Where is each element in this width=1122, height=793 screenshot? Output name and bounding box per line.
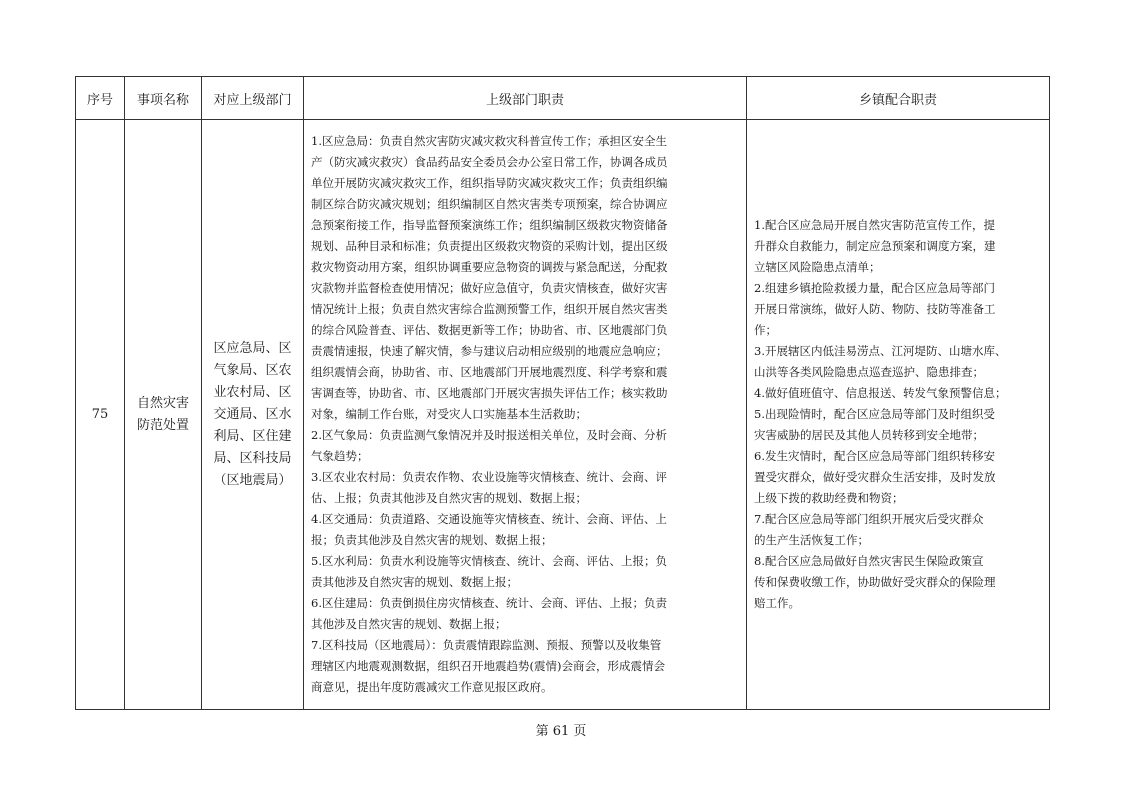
text-line: 6.区住建局：负责倒损住房灾情核查、统计、会商、评估、上报；负责 [311, 596, 667, 610]
text-line: （区地震局） [213, 472, 292, 488]
text-line: 害调查等，协助省、市、区地震部门开展灾害损失评估工作；核实救助 [311, 386, 668, 400]
text-line: 6.发生灾情时，配合区应急局等部门组织转移安 [754, 449, 995, 463]
text-line: 防范处置 [136, 417, 189, 433]
text-line: 5.区水利局：负责水利设施等灾情核查、统计、会商、评估、上报；负 [311, 554, 667, 568]
duty-table [75, 76, 1050, 710]
text-line: 7.区科技局（区地震局）：负责震情跟踪监测、预报、预警以及收集管 [311, 638, 662, 652]
text-line: 情况统计上报；负责自然灾害综合监测预警工作，组织开展自然灾害类 [311, 302, 668, 316]
text-line: 估、上报；负责其他涉及自然灾害的规划、数据上报； [311, 491, 587, 505]
table-header-row [76, 77, 1050, 120]
text-line: 上级下拨的救助经费和物资； [754, 491, 904, 505]
text-line: 局、区科技局 [213, 450, 292, 466]
text-line: 2.区气象局：负责监测气象情况并及时报送相关单位，及时会商、分析 [311, 428, 667, 442]
text-line: 自然灾害 [136, 395, 189, 411]
text-line: 传和保费收缴工作，协助做好受灾群众的保险理 [754, 575, 996, 589]
text-line: 业农村局、区 [213, 384, 292, 400]
cell-serial-number: 75 [76, 120, 125, 710]
header-upper-department: 对应上级部门 [202, 77, 304, 120]
text-line: 责其他涉及自然灾害的规划、数据上报； [311, 575, 518, 589]
text-line: 作； [754, 323, 777, 337]
text-line: 8.配合区应急局做好自然灾害民生保险政策宣 [754, 554, 984, 568]
cell-upper-department [202, 120, 304, 710]
text-line: 产（防灾减灾救灾）食品药品安全委员会办公室日常工作，协调各成员 [311, 155, 668, 169]
text-line: 3.区农业农村局：负责农作物、农业设施等灾情核查、统计、会商、评 [311, 470, 667, 484]
text-line: 3.开展辖区内低洼易涝点、江河堤防、山塘水库、 [754, 344, 1007, 358]
text-line: 对象，编制工作台账，对受灾人口实施基本生活救助； [311, 407, 587, 421]
page-number: 第 61 页 [535, 724, 587, 739]
text-line: 的生产生活恢复工作； [754, 533, 869, 547]
text-line: 利局、区住建 [213, 428, 292, 444]
table-row [76, 120, 1050, 710]
text-line: 其他涉及自然灾害的规划、数据上报； [311, 617, 507, 631]
text-line: 5.出现险情时，配合区应急局等部门及时组织受 [754, 407, 995, 421]
text-line: 开展日常演练，做好人防、物防、技防等准备工 [754, 302, 996, 316]
text-line: 气象趋势； [311, 449, 369, 463]
text-line: 的综合风险普查、评估、数据更新等工作；协助省、市、区地震部门负 [311, 323, 668, 337]
text-line: 立辖区风险隐患点清单； [754, 260, 881, 274]
cell-item-name [125, 120, 202, 710]
text-line: 赔工作。 [754, 596, 800, 610]
header-item-name: 事项名称 [125, 77, 202, 120]
text-line: 单位开展防灾减灾救灾工作，组织指导防灾减灾救灾工作；负责组织编 [311, 176, 668, 190]
text-line: 7.配合区应急局等部门组织开展灾后受灾群众 [754, 512, 984, 526]
text-line: 升群众自救能力，制定应急预案和调度方案，建 [754, 239, 996, 253]
text-line: 山洪等各类风险隐患点巡查巡护、隐患排查； [754, 365, 984, 379]
cell-township-duties [747, 120, 1050, 710]
text-line: 急预案衔接工作，指导监督预案演练工作；组织编制区级救灾物资储备 [311, 218, 668, 232]
text-line: 理辖区内地震观测数据，组织召开地震趋势(震情)会商会，形成震情会 [311, 659, 665, 673]
text-line: 1.配合区应急局开展自然灾害防范宣传工作，提 [754, 218, 995, 232]
text-line: 气象局、区农 [213, 362, 292, 378]
text-line: 交通局、区水 [213, 406, 292, 422]
text-line: 商意见，提出年度防震减灾工作意见报区政府。 [311, 680, 553, 694]
header-serial-number: 序号 [76, 77, 125, 120]
text-line: 2.组建乡镇抢险救援力量，配合区应急局等部门 [754, 281, 995, 295]
text-line: 灾款物并监督检查使用情况；做好应急值守，负责灾情核查，做好灾害 [311, 281, 668, 295]
text-line: 规划、品种目录和标准；负责提出区级救灾物资的采购计划，提出区级 [311, 239, 668, 253]
text-line: 4.区交通局：负责道路、交通设施等灾情核查、统计、会商、评估、上 [311, 512, 667, 526]
text-line: 责震情速报，快速了解灾情，参与建议启动相应级别的地震应急响应； [311, 344, 668, 358]
text-line: 组织震情会商，协助省、市、区地震部门开展地震烈度、科学考察和震 [311, 365, 668, 379]
text-line: 制区综合防灾减灾规划；组织编制区自然灾害类专项预案，综合协调应 [311, 197, 668, 211]
text-line: 置受灾群众，做好受灾群众生活安排，及时发放 [754, 470, 996, 484]
text-line: 报；负责其他涉及自然灾害的规划、数据上报； [311, 533, 553, 547]
text-line: 4.做好值班值守、信息报送、转发气象预警信息； [754, 386, 1007, 400]
text-line: 灾害威胁的居民及其他人员转移到安全地带； [754, 428, 984, 442]
header-upper-duties: 上级部门职责 [304, 77, 747, 120]
text-line: 救灾物资动用方案，组织协调重要应急物资的调拨与紧急配送，分配救 [311, 260, 668, 274]
text-line: 1.区应急局：负责自然灾害防灾减灾救灾科普宣传工作；承担区安全生 [311, 134, 667, 148]
text-line: 区应急局、区 [213, 340, 292, 356]
header-township-duties: 乡镇配合职责 [747, 77, 1050, 120]
cell-upper-duties [304, 120, 747, 710]
